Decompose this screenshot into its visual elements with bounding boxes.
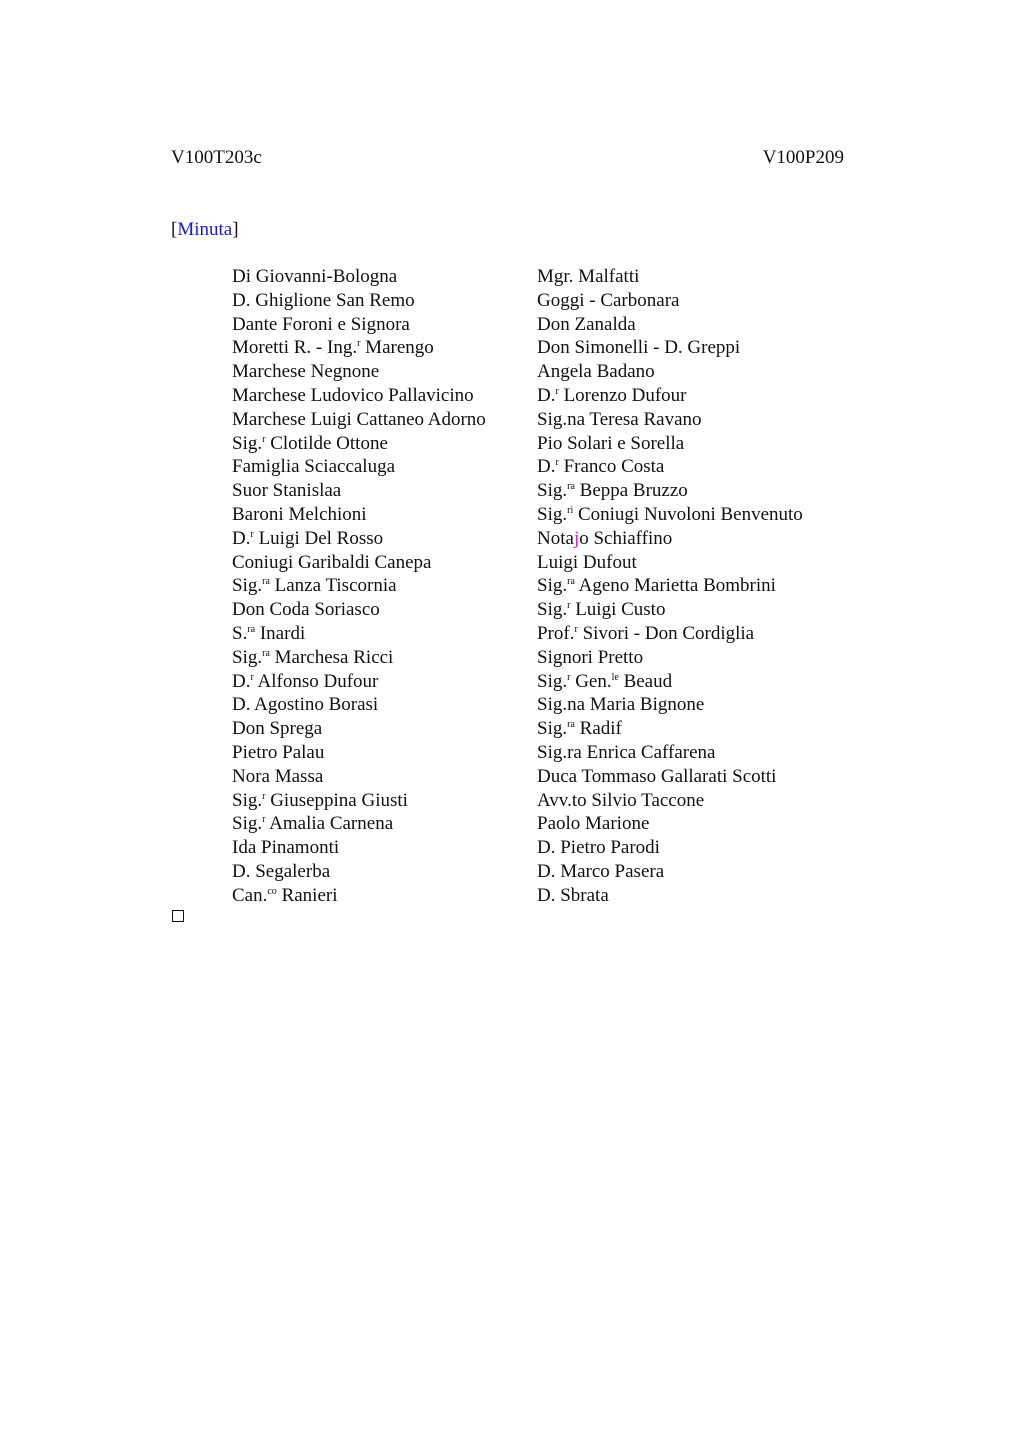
name-entry	[537, 789, 803, 813]
title-abbreviation-superscript: ri	[567, 504, 574, 516]
name-entry	[232, 789, 486, 813]
name-text: Ageno Marietta Bombrini	[574, 575, 776, 597]
right-name-column	[537, 265, 803, 908]
name-text: Suor Stanislaa	[232, 480, 342, 502]
name-text: Luigi Dufout	[537, 551, 637, 573]
name-entry	[537, 741, 803, 765]
name-text: D.	[537, 384, 556, 406]
title-abbreviation-superscript: ra	[567, 576, 575, 588]
name-text: Ida Pinamonti	[232, 837, 340, 859]
name-entry	[537, 717, 803, 741]
name-text: Sig.	[232, 646, 263, 668]
name-text: Dante Foroni e Signora	[232, 313, 410, 335]
name-text: Lorenzo Dufour	[558, 384, 687, 406]
name-text: Pio Solari e Sorella	[537, 432, 685, 454]
name-text: D. Segalerba	[232, 860, 331, 882]
name-entry	[232, 836, 486, 860]
name-text: Sig.	[232, 813, 263, 835]
name-entry	[537, 432, 803, 456]
name-text: Paolo Marione	[537, 813, 650, 835]
name-entry	[537, 646, 803, 670]
name-text: Luigi Custo	[570, 599, 666, 621]
name-text: Baroni Melchioni	[232, 503, 367, 525]
name-entry	[232, 479, 486, 503]
name-entry	[232, 336, 486, 360]
name-text: Moretti R. - Ing.	[232, 337, 358, 359]
name-text: Nora Massa	[232, 765, 324, 787]
title-abbreviation-superscript: r	[567, 671, 571, 683]
name-text: D. Marco Pasera	[537, 860, 665, 882]
name-text: Di Giovanni-Bologna	[232, 266, 398, 287]
title-abbreviation-superscript: ra	[567, 481, 575, 493]
title-abbreviation-superscript: r	[262, 814, 266, 826]
name-entry	[232, 313, 486, 337]
name-text: Giuseppina Giusti	[265, 789, 408, 811]
name-text: Avv.to Silvio Taccone	[537, 789, 705, 811]
name-text: Mgr. Malfatti	[537, 266, 640, 287]
title-abbreviation-superscript: ra	[262, 576, 270, 588]
title-abbreviation-superscript: r	[357, 338, 361, 350]
name-text: Sig.	[537, 599, 568, 621]
name-text: Pietro Palau	[232, 741, 325, 763]
name-text: Sig.	[232, 789, 263, 811]
name-entry	[537, 479, 803, 503]
name-entry	[537, 455, 803, 479]
name-entry	[232, 360, 486, 384]
name-text: D. Ghiglione San Remo	[232, 289, 415, 311]
name-entry	[232, 527, 486, 551]
name-entry	[537, 503, 803, 527]
name-entry	[537, 384, 803, 408]
name-text: Lanza Tiscornia	[269, 575, 397, 597]
name-entry	[537, 860, 803, 884]
name-entry	[232, 670, 486, 694]
annotated-character: j	[573, 527, 580, 549]
name-text: Alfonso Dufour	[253, 670, 379, 692]
name-entry	[232, 455, 486, 479]
name-entry	[537, 812, 803, 836]
name-text: D. Agostino Borasi	[232, 694, 379, 716]
name-entry	[537, 360, 803, 384]
name-text: Can.	[232, 884, 268, 906]
name-text: Ranieri	[276, 884, 338, 906]
left-name-column	[232, 265, 486, 908]
name-text: Amalia Carnena	[265, 813, 394, 835]
name-entry	[537, 313, 803, 337]
name-entry	[232, 574, 486, 598]
name-entry	[537, 836, 803, 860]
name-text: Famiglia Sciaccaluga	[232, 456, 396, 478]
name-text: Sig.	[537, 575, 568, 597]
name-text: Beppa Bruzzo	[574, 480, 688, 502]
name-entry	[232, 503, 486, 527]
name-text: Beaud	[618, 670, 673, 692]
name-text: Marengo	[360, 337, 434, 359]
name-text: Sig.	[537, 670, 568, 692]
name-entry	[537, 527, 803, 551]
name-text: Duca Tommaso Gallarati Scotti	[537, 765, 777, 787]
name-text: Sig.	[537, 718, 568, 740]
name-entry	[232, 384, 486, 408]
title-abbreviation-superscript: r	[555, 385, 559, 397]
name-entry	[537, 574, 803, 598]
name-text: D.	[537, 456, 556, 478]
name-entry	[232, 408, 486, 432]
name-text: Sig.	[537, 480, 568, 502]
name-text: S.	[232, 622, 248, 644]
title-abbreviation-superscript: r	[250, 528, 254, 540]
name-entry	[537, 622, 803, 646]
name-entry	[232, 646, 486, 670]
end-marker-box	[172, 910, 184, 922]
name-entry	[232, 265, 486, 289]
name-text: Angela Badano	[537, 361, 655, 383]
name-entry	[232, 598, 486, 622]
name-entry	[232, 765, 486, 789]
name-text: Coniugi Garibaldi Canepa	[232, 551, 432, 573]
name-text: Clotilde Ottone	[265, 432, 388, 454]
name-text: Sig.	[232, 432, 263, 454]
name-text: Marchese Negnone	[232, 361, 380, 383]
name-text: Don Coda Soriasco	[232, 599, 380, 621]
name-text: Luigi Del Rosso	[253, 527, 384, 549]
name-text: Franco Costa	[558, 456, 665, 478]
name-entry	[232, 551, 486, 575]
name-text: Radif	[574, 718, 622, 740]
name-entry	[537, 693, 803, 717]
name-text: Don Sprega	[232, 718, 323, 740]
title-abbreviation-superscript: ra	[262, 647, 270, 659]
name-text: D. Sbrata	[537, 884, 609, 906]
name-entry	[537, 598, 803, 622]
name-text: Marchese Luigi Cattaneo Adorno	[232, 408, 486, 430]
name-text: Marchese Ludovico Pallavicino	[232, 384, 474, 406]
name-text: Marchesa Ricci	[269, 646, 394, 668]
name-text: D.	[232, 527, 251, 549]
title-abbreviation-superscript: r	[250, 671, 254, 683]
minuta-link[interactable]: Minuta	[177, 219, 233, 240]
title-abbreviation-superscript: ra	[247, 623, 256, 635]
name-entry	[537, 289, 803, 313]
name-text: D. Pietro Parodi	[537, 837, 660, 859]
name-text: Sig.na Maria Bignone	[537, 694, 705, 716]
title-abbreviation-superscript: r	[262, 433, 266, 445]
name-text: Sivori - Don Cordiglia	[577, 622, 755, 644]
name-entry	[232, 717, 486, 741]
name-text: Inardi	[255, 622, 306, 644]
name-entry	[537, 884, 803, 908]
name-text: Sig.	[537, 503, 568, 525]
name-text: o Schiaffino	[579, 527, 673, 549]
title-abbreviation-superscript: r	[262, 790, 266, 802]
document-code-right: V100P209	[762, 147, 844, 168]
name-text: D.	[232, 670, 251, 692]
title-abbreviation-superscript: r	[574, 623, 578, 635]
minuta-heading	[171, 218, 239, 242]
name-text: Sig.ra Enrica Caffarena	[537, 741, 716, 763]
title-abbreviation-superscript: le	[611, 671, 619, 683]
name-text: Prof.	[537, 622, 575, 644]
name-text: Don Zanalda	[537, 313, 636, 335]
open-bracket: [	[171, 219, 178, 240]
title-abbreviation-superscript: r	[555, 457, 559, 469]
title-abbreviation-superscript: ra	[567, 719, 575, 731]
document-code-left: V100T203c	[171, 147, 262, 168]
name-text: Sig.na Teresa Ravano	[537, 408, 702, 430]
name-text: Coniugi Nuvoloni Benvenuto	[573, 503, 803, 525]
name-entry	[232, 812, 486, 836]
name-entry	[537, 765, 803, 789]
name-entry	[232, 741, 486, 765]
title-abbreviation-superscript: co	[267, 885, 277, 897]
name-entry	[232, 432, 486, 456]
name-entry	[232, 693, 486, 717]
name-text: Signori Pretto	[537, 646, 644, 668]
name-entry	[232, 289, 486, 313]
name-text: Sig.	[232, 575, 263, 597]
name-text: Gen.	[570, 670, 612, 692]
name-entry	[537, 408, 803, 432]
name-text: Goggi - Carbonara	[537, 289, 680, 311]
name-entry	[537, 265, 803, 289]
name-entry	[232, 860, 486, 884]
name-entry	[537, 670, 803, 694]
name-entry	[232, 622, 486, 646]
name-text: Nota	[537, 527, 574, 549]
name-entry	[537, 336, 803, 360]
title-abbreviation-superscript: r	[567, 600, 571, 612]
name-entry	[232, 884, 486, 908]
name-text: Don Simonelli - D. Greppi	[537, 337, 741, 359]
close-bracket: ]	[232, 219, 239, 240]
name-entry	[537, 551, 803, 575]
